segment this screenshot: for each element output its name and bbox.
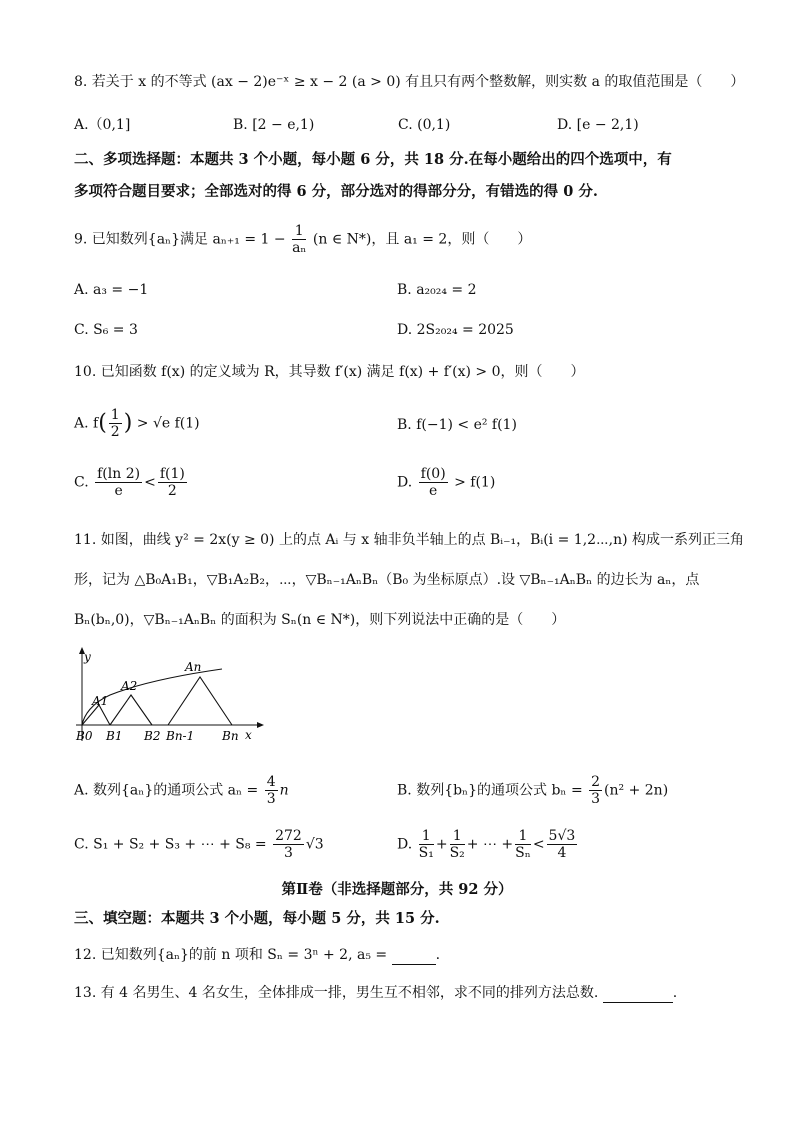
q8-option-d: D. [e − 2,1) [557,117,639,133]
q11-d-n4: 5√3 [548,828,576,844]
label-bn: Bn [222,729,239,743]
q10-stem: 10. 已知函数 f(x) 的定义域为 R，其导数 f′(x) 满足 f(x) + f′(x) > 0，则（ ） [74,364,585,380]
q11-d-frac4 [547,828,578,861]
q11-c-fraction [273,828,304,861]
q11-d-d1: S₁ [418,845,434,861]
label-x: x [245,728,252,742]
section2-heading-line1: 二、多项选择题：本题共 3 个小题，每小题 6 分，共 18 分.在每小题给出的四个选项中，有 [74,151,672,168]
q11-b-fraction [589,774,602,807]
triangle-n [168,677,232,725]
q12-end: . [435,947,441,963]
q10-c-mid: < [144,474,156,491]
q10-d-post: > f(1) [454,474,496,491]
q11-d-lt: < [532,836,545,853]
q10-option-b: B. f(−1) < e² f(1) [397,417,517,433]
q10-a-num: 1 [110,407,120,423]
q11-d-frac3 [515,828,531,861]
q10-c-fraction1 [95,466,142,499]
q12-answer-blank[interactable] [392,946,436,965]
q9-frac-num: 1 [292,223,306,240]
label-y: y [84,650,91,664]
q11-stem-line1: 11. 如图，曲线 y² = 2x(y ≥ 0) 上的点 Aᵢ 与 x 轴非负半轴上的点 Bᵢ₋₁，Bᵢ(i = 1,2⋯,n) 构成一系列正三角 [74,532,745,548]
label-b0: B0 [76,729,93,743]
section3-heading: 三、填空题：本题共 3 个小题，每小题 5 分，共 15 分. [74,910,440,927]
q11-a-den: 3 [266,791,276,807]
label-a1: A1 [92,694,109,708]
q9-stem [74,223,531,256]
q9-frac-den: aₙ [292,240,307,256]
x-axis-arrow [257,722,264,728]
q11-d-pre: D. [397,836,413,853]
q10-d-den: e [429,483,438,499]
q10-a-pre: A. f [74,415,99,432]
q10-c-num1: f(ln 2) [97,466,141,482]
q8-option-c: C. (0,1) [398,117,451,133]
q11-d-n1: 1 [419,828,434,845]
q8-option-b: B. [2 − e,1) [233,117,315,133]
q10-d-num: f(0) [420,466,446,482]
q11-stem-line2: 形，记为 △B₀A₁B₁，▽B₁A₂B₂，⋯，▽Bₙ₋₁AₙBₙ（B₀ 为坐标原点）.设 ▽Bₙ₋₁AₙBₙ 的边长为 aₙ，点 [74,572,700,588]
q13-line [74,984,677,1003]
q11-option-b [397,774,668,807]
q11-b-post: (n² + 2n) [604,782,669,799]
q11-b-pre: B. 数列{bₙ}的通项公式 bₙ = [397,782,583,799]
q11-b-num: 2 [591,774,601,790]
label-an: An [185,660,202,674]
q10-a-den: 2 [110,424,120,440]
q10-a-post: > √e f(1) [136,415,200,432]
q11-a-num: 4 [266,774,276,790]
q9-option-a: A. a₃ = −1 [74,282,149,298]
q11-d-dots: + ⋯ + [466,836,514,853]
q10-c-den2: 2 [167,483,177,499]
q11-c-post: √3 [305,836,324,853]
q10-d-fraction [419,466,448,499]
q10-c-pre: C. [74,474,89,491]
label-bn1: Bn-1 [166,729,195,743]
q11-d-d3: Sₙ [515,845,531,861]
label-b1: B1 [106,729,123,743]
q11-option-c [74,828,324,861]
q12-line [74,946,440,965]
q11-d-d2: S₂ [449,845,465,861]
q9-stem-post: (n ∈ N*)，且 a₁ = 2，则（ ） [312,231,532,248]
q10-option-d [397,466,495,499]
q9-stem-pre: 9. 已知数列{aₙ}满足 aₙ₊₁ = 1 − [74,231,286,248]
q11-c-num: 272 [275,828,302,844]
q11-c-pre: C. S₁ + S₂ + S₃ + ⋯ + S₈ = [74,836,267,853]
q11-d-n3: 1 [515,828,531,845]
q11-a-post: n [279,782,289,799]
q13-end: . [672,985,678,1001]
q11-stem-line3: Bₙ(bₙ,0)，▽Bₙ₋₁AₙBₙ 的面积为 Sₙ(n ∈ N*)，则下列说法中正确的是（ ） [74,612,566,628]
label-b2: B2 [144,729,161,743]
q13-answer-blank[interactable] [603,984,673,1003]
part2-title: 第Ⅱ卷（非选择题部分，共 92 分） [281,881,513,898]
q10-c-fraction2 [158,466,187,499]
q8-option-a: A.（0,1] [74,117,131,133]
q11-b-den: 3 [591,791,601,807]
q10-c-num2: f(1) [159,466,185,482]
q11-option-a [74,774,289,807]
q9-option-c: C. S₆ = 3 [74,322,138,338]
q11-d-d4: 4 [557,845,567,861]
q10-a-fraction [109,407,122,440]
triangle-2 [110,695,152,725]
q11-a-fraction [265,774,278,807]
q10-option-c [74,466,189,499]
q8-stem: 8. 若关于 x 的不等式 (ax − 2)e⁻ˣ ≥ x − 2 (a > 0) 有且只有两个整数解，则实数 a 的取值范围是（ ） [74,74,745,90]
q11-figure [70,645,270,745]
q13-text: 13. 有 4 名男生、4 名女生，全体排成一排，男生互不相邻，求不同的排列方法总数. [74,985,599,1001]
label-a2: A2 [121,679,138,693]
q9-fraction [292,223,306,256]
q10-d-pre: D. [397,474,413,491]
q11-a-pre: A. 数列{aₙ}的通项公式 aₙ = [74,782,259,799]
q11-d-frac1 [419,828,434,861]
section2-heading-line2: 多项符合题目要求；全部选对的得 6 分，部分选对的得部分分，有错选的得 0 分. [74,183,598,200]
q11-d-n2: 1 [450,828,465,845]
q10-c-den1: e [114,483,123,499]
q9-option-b: B. a₂₀₂₄ = 2 [397,282,477,298]
q10-option-a: A. f( $\frac{1}{2}$ ) > √e f(1) [74,407,200,440]
q12-text: 12. 已知数列{aₙ}的前 n 项和 Sₙ = 3ⁿ + 2, a₅ = [74,947,388,963]
q11-c-den: 3 [284,845,293,861]
q11-option-d: D. $\frac{1}{\text{S₁}}$ + $\frac{1}{\text{S₂}}$ + ⋯ + $\frac{1}{\text{Sₙ}}$ < $\frac{5√3}{4}$ [397,828,576,861]
q11-d-frac2 [450,828,465,861]
q9-option-d: D. 2S₂₀₂₄ = 2025 [397,322,514,338]
